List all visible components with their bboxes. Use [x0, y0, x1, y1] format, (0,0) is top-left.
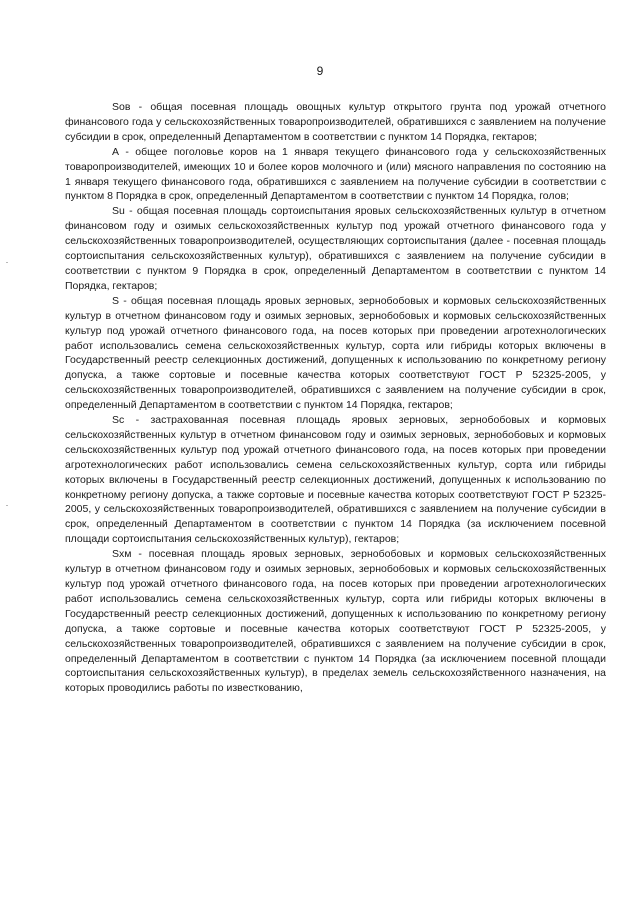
paragraph-s-definition: S - общая посевная площадь яровых зерновых, зернобобовых и кормовых сельскохозяйственных культур в отчетном финансовом году и озимых зерновых, зернобобовых и кормовых сельскохозяйственных культур под урожай отчетного финансового года, на посев которых при проведении агротехнологических работ использовались семена сельскохозяйственных культур, сорта или гибриды которых включены в Государственный реестр селекционных достижений, допущенных к использованию по конкретному региону допуска, а также сортовые и посевные качества которых соответствуют ГОСТ Р 52325-2005, у сельскохозяйственных товаропроизводителей, обратившихся с заявлением на получение субсидии в срок, определенный Департаментом в соответствии с пунктом 14 Порядка, гектаров; [65, 294, 606, 412]
scan-margin-mark [6, 262, 8, 263]
paragraph-a-definition: А - общее поголовье коров на 1 января текущего финансового года у сельскохозяйственных товаропроизводителей, имеющих 10 и более коров молочного и (или) мясного направления по состоянию на 1 января текущего финансового года, обратившихся с заявлением на получение субсидии в соответствии с пунктом 8 Порядка в срок, определенный Департаментом в соответствии с пунктом 14 Порядка, голов; [65, 145, 606, 203]
paragraph-sxm-definition: Sхм - посевная площадь яровых зерновых, зернобобовых и кормовых сельскохозяйственных культур в отчетном финансовом году и озимых зерновых, зернобобовых и кормовых сельскохозяйственных культур под урожай отчетного финансового года, на посев которых при проведении агротехнологических работ использовались семена сельскохозяйственных культур, сорта или гибриды которых включены в Государственный реестр селекционных достижений, допущенных к использованию по конкретному региону допуска, а также сортовые и посевные качества которых соответствуют ГОСТ Р 52325-2005, у сельскохозяйственных товаропроизводителей, обратившихся с заявлением на получение субсидии в срок, определенный Департаментом в соответствии с пунктом 14 Порядка (за исключением посевной площади сортоиспытания сельскохозяйственных культур), в пределах земель сельскохозяйственного назначения, на которых проводились работы по известкованию, [65, 548, 606, 695]
paragraph-sov-definition: Sов - общая посевная площадь овощных культур открытого грунта под урожай отчетного финансового года у сельскохозяйственных товаропроизводителей, обратившихся с заявлением на получение субсидии в срок, определенный Департаментом в соответствии с пунктом 14 Порядка, гектаров; [65, 101, 606, 143]
scan-margin-mark [6, 505, 8, 506]
paragraph-sc-definition: Sc - застрахованная посевная площадь яровых зерновых, зернобобовых и кормовых сельскохозяйственных культур в отчетном финансовом году и озимых зерновых, зернобобовых и кормовых сельскохозяйственных культур под урожай отчетного финансового года, на посев которых при проведении агротехнологических работ использовались семена сельскохозяйственных культур, сорта или гибриды которых включены в Государственный реестр селекционных достижений, допущенных к использованию по конкретному региону допуска, а также сортовые и посевные качества которых соответствуют ГОСТ Р 52325-2005, у сельскохозяйственных товаропроизводителей, обратившихся с заявлением на получение субсидии в срок, определенный Департаментом в соответствии с пунктом 14 Порядка (за исключением посевной площади сортоиспытания сельскохозяйственных культур), гектаров; [65, 414, 606, 546]
page-number: 9 [316, 64, 324, 78]
document-body [65, 100, 606, 696]
paragraph-su-definition: Su - общая посевная площадь сортоиспытания яровых сельскохозяйственных культур в отчетном финансовом году и озимых сельскохозяйственных культур под урожай отчетного финансового года у сельскохозяйственных товаропроизводителей, осуществляющих сортоиспытания (далее - посевная площадь сортоиспытания сельскохозяйственных культур), обратившихся с заявлением на получение субсидии в соответствии с пунктом 9 Порядка в срок, определенный Департаментом в соответствии с пунктом 14 Порядка, гектаров; [65, 205, 606, 292]
